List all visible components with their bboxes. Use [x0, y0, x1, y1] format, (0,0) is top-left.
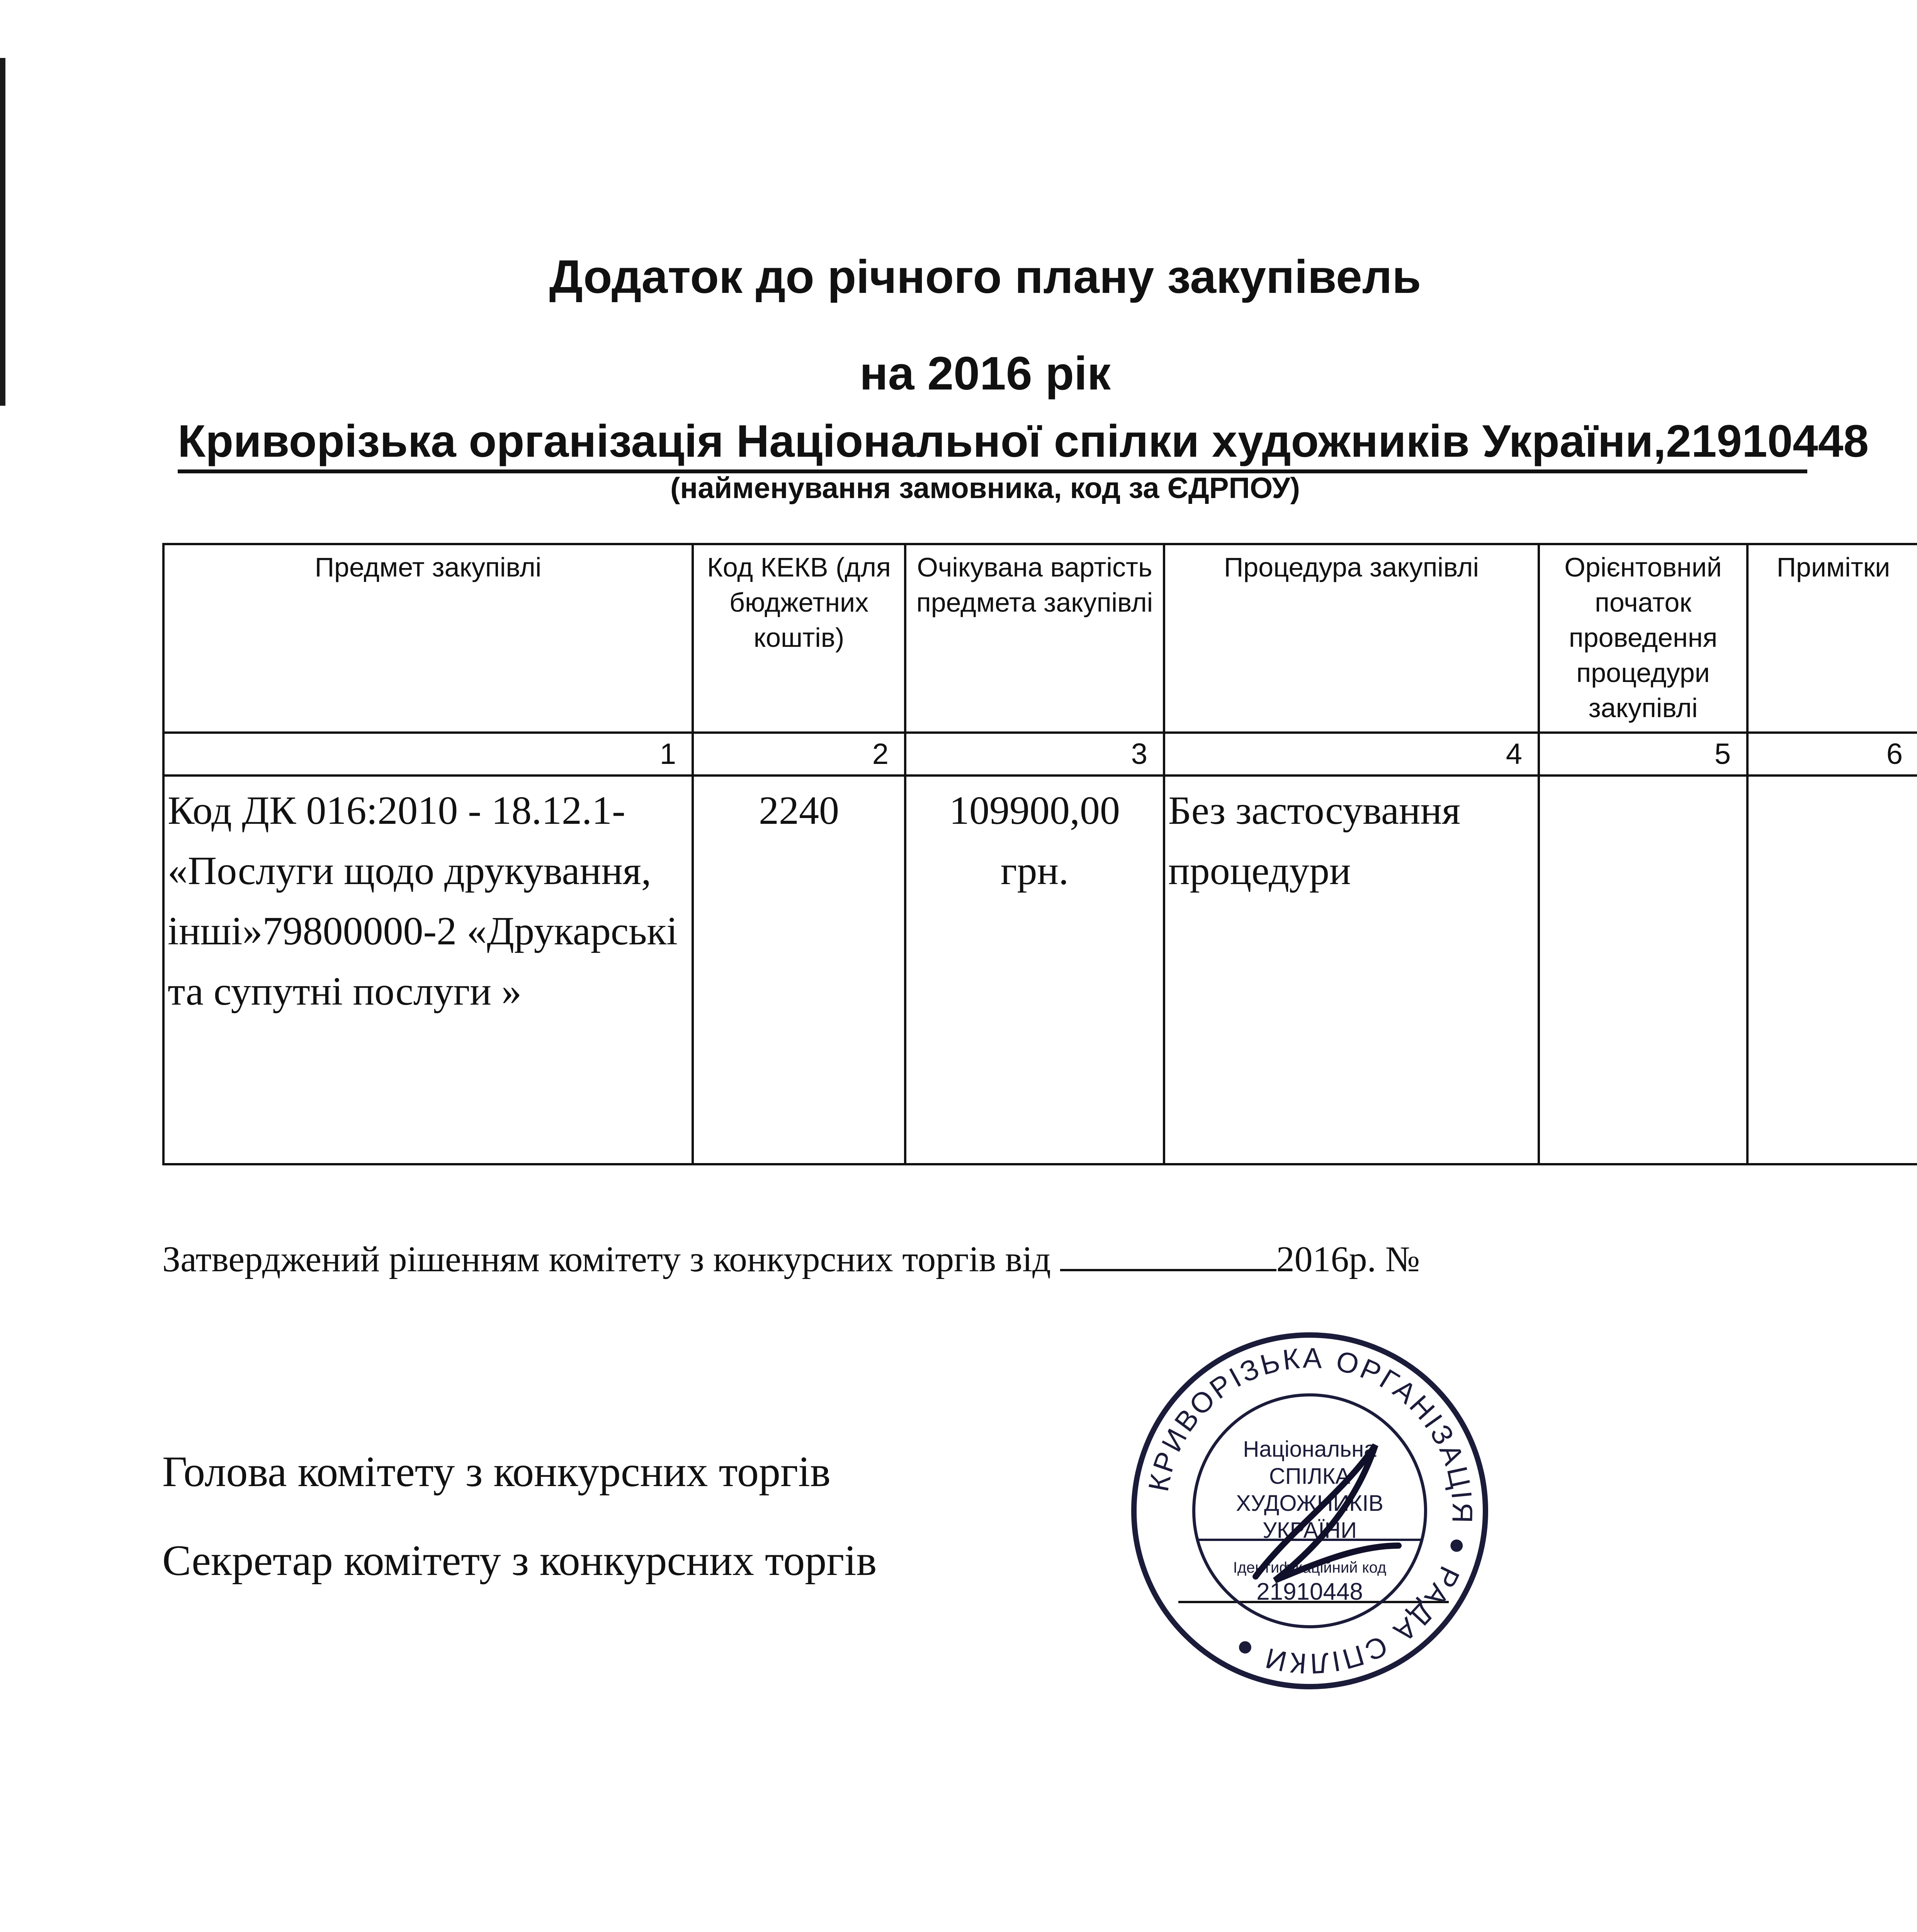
- approval-year-suffix: 2016р. №: [1276, 1239, 1420, 1279]
- stamp-inner-line-4: УКРАЇНИ: [1263, 1518, 1357, 1543]
- cell-procedure: Без застосування процедури: [1164, 776, 1539, 1164]
- approval-text: Затверджений рішенням комітету з конкурсних торгів від: [162, 1239, 1051, 1279]
- cell-kekv: 2240: [693, 776, 905, 1164]
- procurement-table: [162, 543, 1917, 1165]
- approval-line: [162, 1238, 1420, 1280]
- stamp-code: 21910448: [1256, 1578, 1363, 1605]
- table-number-row: [163, 733, 1917, 776]
- document-title: Додаток до річного плану закупівель: [549, 250, 1421, 303]
- column-header-notes: Примітки: [1747, 544, 1917, 733]
- cell-start: [1539, 776, 1747, 1164]
- column-number-6: 6: [1747, 733, 1917, 776]
- cell-amount: [905, 776, 1164, 1164]
- column-number-4: 4: [1164, 733, 1539, 776]
- stamp-inner-line-3: ХУДОЖНИКІВ: [1236, 1491, 1383, 1516]
- cell-subject: Код ДК 016:2010 - 18.12.1- «Послуги щодо друкування, інші»79800000-2 «Друкарські та супутні послуги »: [163, 776, 693, 1164]
- secretary-label: Секретар комітету з конкурсних торгів: [162, 1537, 877, 1585]
- column-number-1: 1: [163, 733, 693, 776]
- column-number-2: 2: [693, 733, 905, 776]
- column-number-5: 5: [1539, 733, 1747, 776]
- table-header-row: [163, 544, 1917, 733]
- column-header-amount: Очікувана вартість предмета закупівлі: [905, 544, 1164, 733]
- column-header-start: Орієнтовний початок проведення процедури закупівлі: [1539, 544, 1747, 733]
- approval-date-blank: [1060, 1242, 1276, 1271]
- cell-amount-value: 109900,00: [949, 788, 1120, 833]
- cell-notes: [1747, 776, 1917, 1164]
- cell-amount-currency: грн.: [1000, 849, 1069, 893]
- customer-caption: (найменування замовника, код за ЄДРПОУ): [670, 472, 1300, 505]
- customer-name: Криворізька організація Національної спілки художників України,21910448: [178, 416, 1869, 467]
- column-header-subject: Предмет закупівлі: [163, 544, 693, 733]
- stamp-code-label: Ідентифікаційний код: [1233, 1559, 1387, 1576]
- chair-label: Голова комітету з конкурсних торгів: [162, 1448, 831, 1496]
- document-year-line: на 2016 рік: [859, 347, 1111, 400]
- stamp-outer-text: КРИВОРІЗЬКА ОРГАНІЗАЦІЯ ● РАДА СПІЛКИ ●: [1142, 1342, 1479, 1680]
- column-header-procedure: Процедура закупівлі: [1164, 544, 1539, 733]
- stamp-inner-line-2: СПІЛКА: [1269, 1464, 1351, 1489]
- column-number-3: 3: [905, 733, 1164, 776]
- organization-stamp: [1128, 1329, 1491, 1692]
- column-header-kekv: Код КЕКВ (для бюджетних коштів): [693, 544, 905, 733]
- stamp-inner-line-1: Національна: [1243, 1437, 1377, 1462]
- table-row: [163, 776, 1917, 1164]
